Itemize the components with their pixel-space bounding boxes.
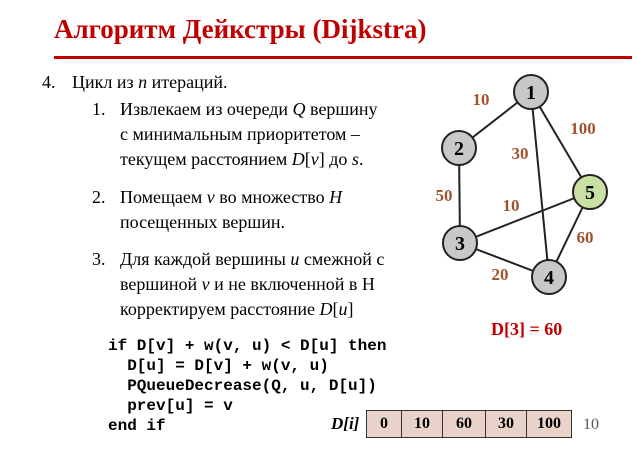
- text-run: корректируем расстояние: [120, 299, 320, 319]
- substep-number: 3.: [92, 249, 106, 269]
- edge-weight-label: 20: [491, 265, 509, 284]
- array-cell: 0: [367, 411, 402, 438]
- text-run: текущем расстоянием: [120, 149, 292, 169]
- text-run: и не включенной в Н: [209, 274, 375, 294]
- edge-weight-label: 10: [502, 196, 520, 215]
- text-run: смежной с: [299, 249, 385, 269]
- code-line: end if: [108, 417, 166, 435]
- array-cell: 100: [527, 411, 572, 438]
- math-var: D: [319, 299, 333, 319]
- array-cell: 10: [402, 411, 443, 438]
- text-run: Помещаем: [120, 187, 207, 207]
- graph-node-label: 2: [454, 138, 464, 160]
- graph-node-label: 3: [455, 233, 465, 255]
- text-run: [: [332, 299, 339, 319]
- substep-number: 1.: [92, 99, 106, 119]
- edge-weight-label: 60: [576, 228, 594, 247]
- math-var: u: [290, 249, 300, 269]
- graph-node-label: 5: [585, 182, 595, 204]
- text-run: вершиной: [120, 274, 202, 294]
- code-line: if D[v] + w(v, u) < D[u] then: [108, 337, 387, 355]
- math-var: D: [291, 149, 305, 169]
- text-run: вершину: [305, 99, 378, 119]
- text-run: Для каждой вершины: [120, 249, 291, 269]
- math-var: u: [338, 299, 348, 319]
- math-var: v: [206, 187, 215, 207]
- text-run: Извлекаем из очереди: [120, 99, 293, 119]
- distance-array: [366, 410, 572, 438]
- substep-number: 2.: [92, 187, 106, 207]
- text-run: ]: [347, 299, 354, 319]
- math-var: v: [201, 274, 210, 294]
- array-cell: 30: [486, 411, 527, 438]
- text-run: .: [358, 149, 364, 169]
- distance-result: D[3] = 60: [491, 319, 563, 339]
- text-run: ] до: [318, 149, 352, 169]
- slide-title: Алгоритм Дейкстры (Dijkstra): [54, 14, 427, 44]
- edge-weight-label: 10: [472, 90, 490, 109]
- math-var: s: [351, 149, 359, 169]
- step-4-var: n: [138, 72, 148, 92]
- code-line: D[u] = D[v] + w(v, u): [108, 357, 329, 375]
- graph-edge-3-5: [460, 192, 590, 243]
- text-run: с минимальным приоритетом –: [120, 124, 360, 144]
- math-var: Q: [292, 99, 306, 119]
- math-var: v: [310, 149, 319, 169]
- graph-node-label: 1: [526, 82, 536, 104]
- code-line: prev[u] = v: [108, 397, 233, 415]
- edge-weight-label: 50: [435, 186, 453, 205]
- graph-node-label: 4: [544, 267, 554, 289]
- code-line: PQueueDecrease(Q, u, D[u]): [108, 377, 377, 395]
- step-4-suffix: итераций.: [147, 72, 228, 92]
- page-number: 10: [583, 416, 599, 433]
- edge-weight-label: 100: [570, 119, 596, 138]
- edge-weight-label: 30: [511, 144, 529, 163]
- text-run: во множество: [214, 187, 330, 207]
- math-var: H: [329, 187, 343, 207]
- array-cell: 60: [443, 411, 486, 438]
- step-4-prefix: Цикл из: [72, 72, 139, 92]
- step-4-number: 4.: [42, 72, 56, 92]
- text-run: [: [304, 149, 311, 169]
- text-run: посещенных вершин.: [120, 212, 285, 232]
- array-label: D[i]: [331, 414, 360, 433]
